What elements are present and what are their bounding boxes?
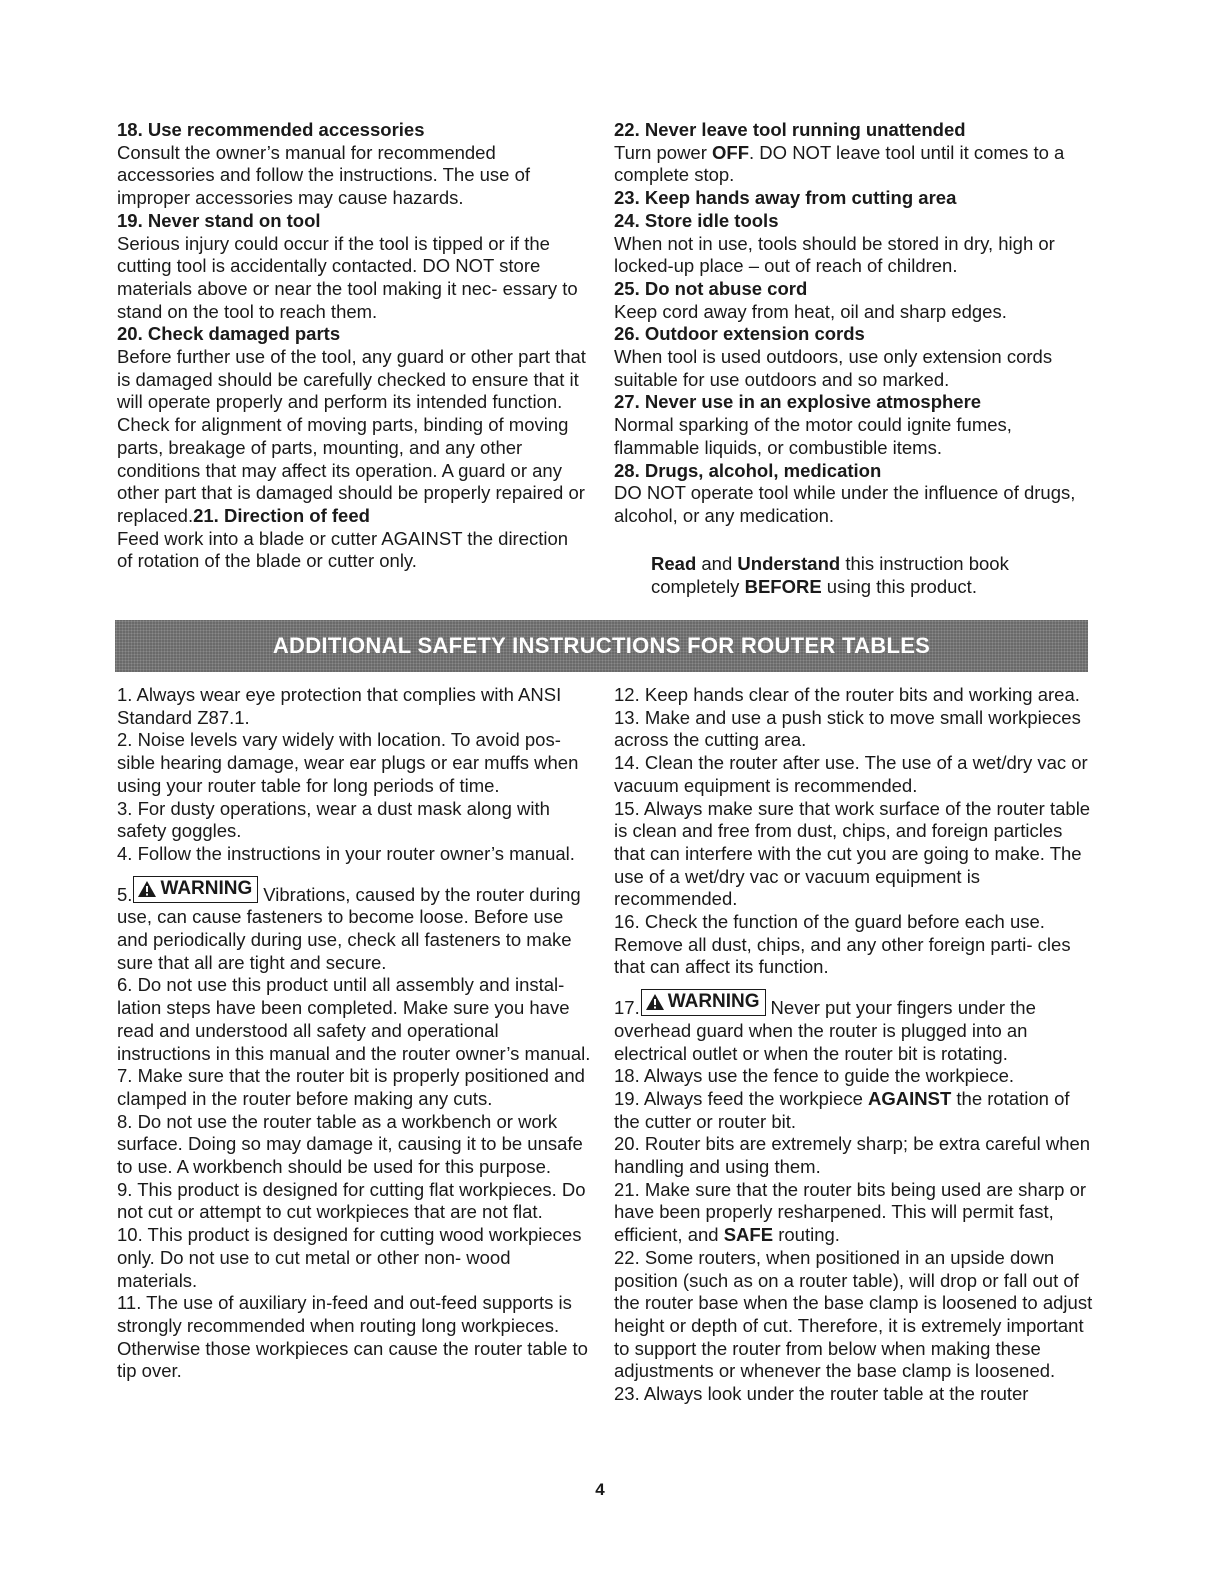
rule-22-body: [614, 142, 1094, 187]
notice-read: Read: [651, 553, 697, 574]
router-rules-right-column: [614, 684, 1094, 1406]
router-rule-8: 8. Do not use the router table as a workbench or work surface. Doing so may damage it, causing it to be unsafe to use. A workbench should be used for this purpose.: [117, 1110, 583, 1178]
router-rule-22: 22. Some routers, when positioned in an upside down position (such as on a router table), will drop or fall out of the router base when the base clamp is loosened to adjust height or depth of cut. Therefore, it is extremely important to support the router from below when making these adjustments or whenever the base clamp is loosened.: [614, 1246, 1093, 1382]
rule-19-body: Serious injury could occur if the tool is tipped or if the cutting tool is accidentally contacted. DO NOT store materials above or near the tool making it nec- essary to stand on the tool to reach them.: [117, 232, 578, 322]
warning-badge: [133, 876, 258, 903]
notice-end: using this product.: [821, 575, 977, 597]
rule-22-heading: 22. Never leave tool running unattended: [614, 119, 966, 140]
router-rule-21: [614, 1179, 1094, 1247]
rule-25-heading: 25. Do not abuse cord: [614, 277, 808, 299]
router-rule-19-pre: 19. Always feed the workpiece: [614, 1087, 869, 1109]
router-rule-17: [614, 989, 1094, 1065]
rule-26-body: When tool is used outdoors, use only extension cords suitable for use outdoors and so marked.: [614, 346, 1053, 390]
rule-21-heading: 21. Direction of feed: [193, 504, 370, 526]
read-understand-notice: [651, 553, 1091, 598]
notice-understand: Understand: [737, 553, 841, 574]
router-rule-17-text: Never put your fingers under the overhead guard when the router is plugged into an electrical outlet or when the router bit is rotating.: [614, 997, 1036, 1064]
router-rule-11: 11. The use of auxiliary in-feed and out-feed supports is strongly recommended when routing long workpieces. Otherwise those workpieces can cause the router table to tip over.: [117, 1292, 588, 1382]
router-rule-21-pre: 21. Make sure that the router bits being used are sharp or have been properly resharpened. This will permit fast, efficient, and: [614, 1178, 1087, 1246]
rule-19-heading: 19. Never stand on tool: [117, 209, 321, 231]
router-rule-16: 16. Check the function of the guard before each use. Remove all dust, chips, and any other foreign parti- cles that can affect its function.: [614, 911, 1071, 978]
router-rule-12: 12. Keep hands clear of the router bits and working area.: [614, 684, 1080, 705]
rule-28-heading: 28. Drugs, alcohol, medication: [614, 459, 882, 481]
router-rule-10: 10. This product is designed for cutting wood workpieces only. Do not use to cut metal or other non- wood materials.: [117, 1224, 582, 1291]
router-rules-left-column: [117, 684, 592, 1383]
section-banner: [115, 620, 1088, 672]
router-rule-6: 6. Do not use this product until all assembly and instal- lation steps have been completed. Make sure you have read and understood all safety and operational instructions in this manual and the router owner’s manual.: [117, 974, 591, 1064]
rule-22-off: OFF: [712, 141, 750, 163]
rule-26-heading: 26. Outdoor extension cords: [614, 323, 865, 345]
router-rule-4: 4. Follow the instructions in your router owner’s manual.: [117, 842, 575, 864]
rule-27-body: Normal sparking of the motor could ignite fumes, flammable liquids, or combustible items.: [614, 414, 1012, 458]
warning-label: WARNING: [667, 991, 760, 1013]
router-rule-1: 1. Always wear eye protection that complies with ANSI Standard Z87.1.: [117, 684, 562, 728]
rule-23-heading: 23. Keep hands away from cutting area: [614, 187, 957, 209]
rule-22-pre: Turn power: [614, 141, 713, 163]
safety-rules-right-column: [614, 119, 1094, 528]
notice-and: and: [696, 553, 738, 574]
router-rule-15: 15. Always make sure that work surface of the router table is clean and free from dust, chips, and foreign particles that can interfere with the cut you are going to make. The use of a wet/dry vac or vacuum equipment is recommended.: [614, 797, 1091, 910]
rule-24-body: When not in use, tools should be stored in dry, high or locked-up place – out of reach of children.: [614, 232, 1055, 277]
warning-label: WARNING: [160, 877, 253, 899]
router-rule-19: [614, 1088, 1094, 1133]
warning-triangle-icon: [645, 993, 665, 1011]
router-rule-2: 2. Noise levels vary widely with location. To avoid pos- sible hearing damage, wear ear plugs or ear muffs when using your router table for long periods of time.: [117, 729, 579, 796]
rule-20-body-text: Before further use of the tool, any guard or other part that is damaged should be carefully checked to ensure that it will operate properly and perform its intended function. Check for alignment of moving parts, binding of moving parts, breakage of parts, mounting, and any other conditions that may affect its operation. A guard or any other part that is damaged should be properly repaired or replaced.: [117, 346, 586, 526]
rule-21-body: Feed work into a blade or cutter AGAINST the direction of rotation of the blade or cutter only.: [117, 527, 569, 572]
rule-25-body: Keep cord away from heat, oil and sharp edges.: [614, 300, 1007, 322]
safety-rules-left-column: [117, 119, 587, 573]
banner-title: ADDITIONAL SAFETY INSTRUCTIONS FOR ROUTER TABLES: [272, 633, 931, 658]
notice-middle: this instruction book completely: [651, 553, 1009, 597]
rule-18-heading: 18. Use recommended accessories: [117, 119, 425, 140]
router-rule-13: 13. Make and use a push stick to move small workpieces across the cutting area.: [614, 706, 1081, 751]
router-rule-19-post: the rotation of the cutter or router bit.: [614, 1087, 1070, 1132]
router-rule-21-post: routing.: [773, 1224, 840, 1246]
router-rule-20: 20. Router bits are extremely sharp; be extra careful when handling and using them.: [614, 1133, 1091, 1178]
rule-27-heading: 27. Never use in an explosive atmosphere: [614, 391, 982, 413]
rule-28-body: DO NOT operate tool while under the influence of drugs, alcohol, or any medication.: [614, 482, 1076, 526]
router-rule-14: 14. Clean the router after use. The use of a wet/dry vac or vacuum equipment is recommended.: [614, 752, 1088, 796]
router-rule-5-text: Vibrations, caused by the router during use, can cause fasteners to become loose. Before use and periodically during use, check all fasteners to make sure that all are tight and secure.: [117, 883, 581, 973]
router-rule-19-bold: AGAINST: [868, 1087, 952, 1109]
rule-24-heading: 24. Store idle tools: [614, 209, 779, 231]
router-rule-18: 18. Always use the fence to guide the workpiece.: [614, 1065, 1015, 1087]
rule-18-body: Consult the owner’s manual for recommended accessories and follow the instructions. The use of improper accessories may cause hazards.: [117, 141, 531, 209]
router-rule-23: 23. Always look under the router table at the router: [614, 1383, 1029, 1405]
page-number: 4: [595, 1480, 605, 1499]
router-rule-5-number: 5.: [117, 883, 133, 905]
rule-20-body: [117, 346, 587, 528]
router-rule-9: 9. This product is designed for cutting flat workpieces. Do not cut or attempt to cut workpieces that are not flat.: [117, 1178, 586, 1223]
router-rule-3: 3. For dusty operations, wear a dust mask along with safety goggles.: [117, 797, 550, 842]
warning-badge: [641, 989, 766, 1016]
warning-triangle-icon: [137, 880, 157, 898]
router-rule-17-number: 17.: [614, 997, 640, 1019]
router-rule-7: 7. Make sure that the router bit is properly positioned and clamped in the router before making any cuts.: [117, 1065, 585, 1109]
router-rule-21-bold: SAFE: [723, 1224, 774, 1246]
router-rule-5: [117, 876, 592, 975]
rule-22-post: . DO NOT leave tool until it comes to a complete stop.: [614, 141, 1065, 186]
rule-20-heading: 20. Check damaged parts: [117, 323, 341, 345]
notice-before: BEFORE: [744, 575, 822, 597]
